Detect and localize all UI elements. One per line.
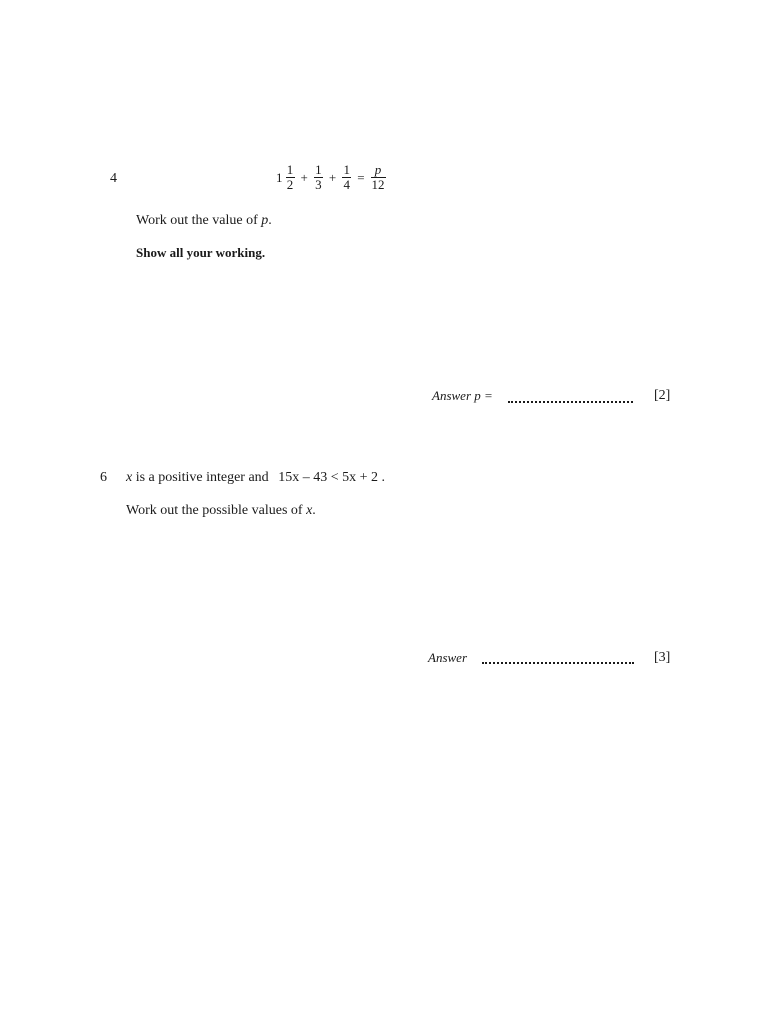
- question-6-instruction: Work out the possible values of x.: [126, 503, 316, 518]
- equals-sign: =: [357, 169, 365, 185]
- fraction-one-third: $\frac{1}{3}$: [315, 162, 322, 192]
- question-4-marks: [2]: [654, 388, 671, 403]
- question-6-number: 6: [100, 470, 107, 485]
- question-6-answer-label: Answer: [428, 650, 467, 665]
- question-6-marks: [3]: [654, 650, 671, 665]
- fraction-p-over-12: $\frac{p}{12}$: [371, 162, 385, 192]
- question-4-equation: [276, 163, 388, 192]
- question-4-instruction: Work out the value of p.: [136, 213, 272, 228]
- inequality: 15x – 43 < 5x + 2 .: [278, 470, 385, 485]
- question-4-answer-line[interactable]: [508, 400, 633, 403]
- question-4-answer-label: Answer p =: [432, 388, 493, 403]
- plus-sign: +: [328, 169, 337, 185]
- fraction-one-half: $\frac{1}{2}$: [286, 162, 294, 192]
- show-working-note: Show all your working.: [136, 245, 266, 260]
- fraction-one-quarter: $\frac{1}{4}$: [343, 162, 350, 192]
- question-6-statement: x is a positive integer and 15x – 43 < 5x + 2 .: [126, 470, 385, 485]
- question-6-answer-line[interactable]: [482, 661, 634, 664]
- question-4-number: 4: [110, 171, 117, 186]
- mixed-number-whole: 1: [276, 169, 283, 185]
- plus-sign: +: [300, 169, 308, 185]
